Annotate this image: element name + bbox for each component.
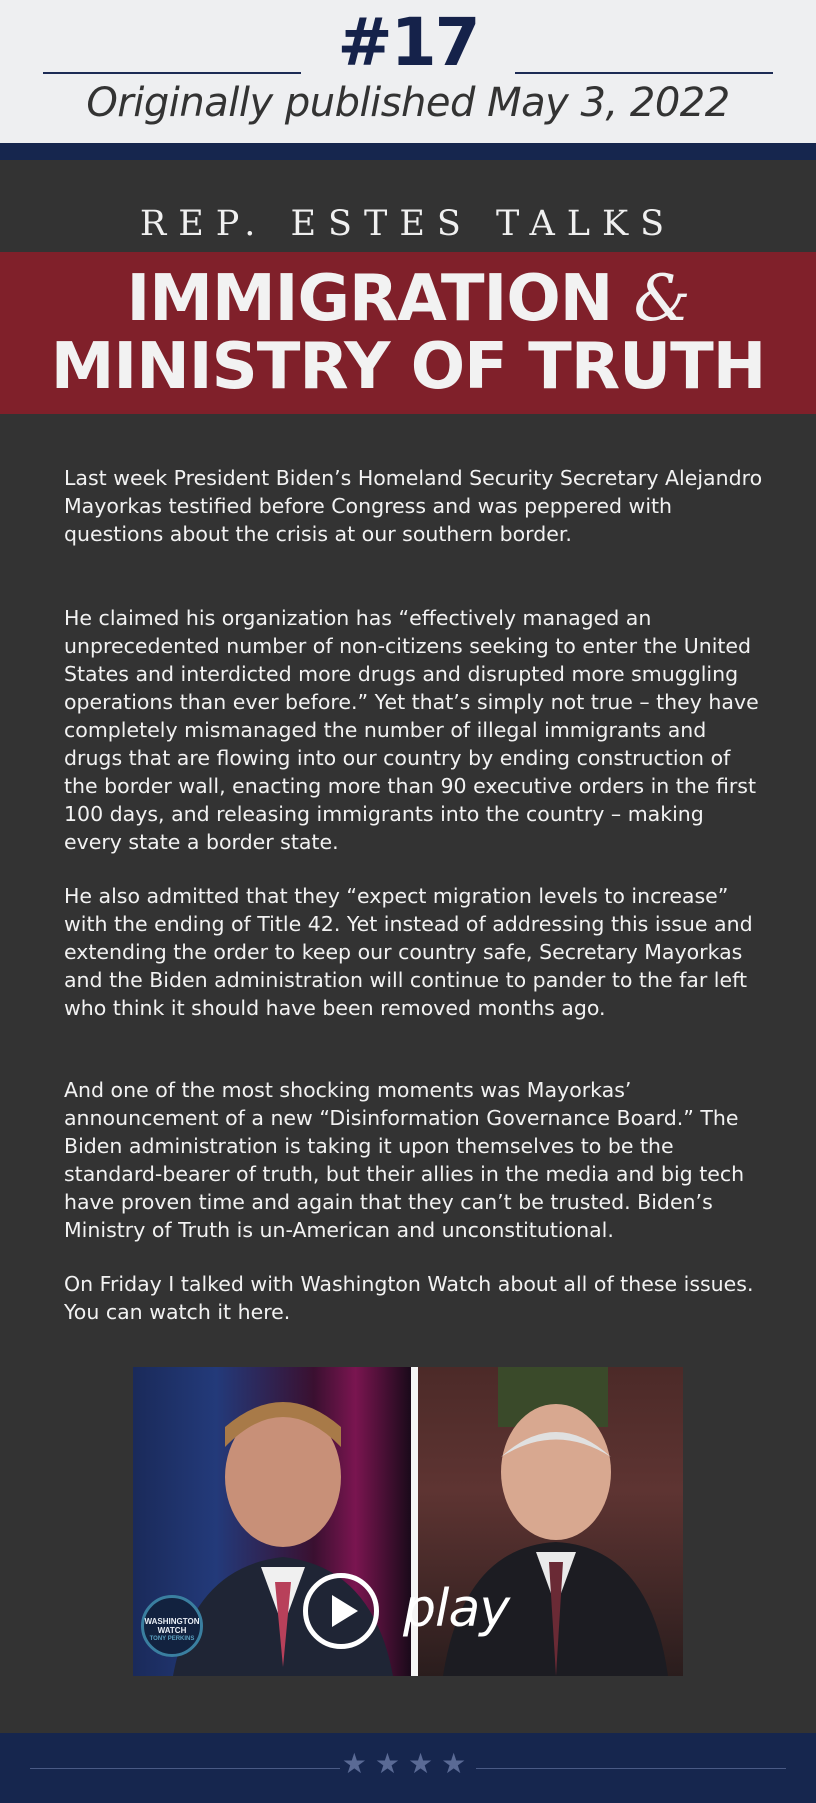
video-thumbnail[interactable] <box>133 1367 683 1676</box>
washington-watch-logo <box>141 1595 203 1657</box>
paragraph-3: He also admitted that they “expect migration levels to increase” with the ending of Title 42. Yet instead of addressing this issue and extending the order to keep our country safe, Secretary Mayorkas and the Biden administration will continue to pander to the far left who think it should have been removed months ago. <box>64 884 753 1020</box>
issue-number: #17 <box>337 4 479 81</box>
kicker: REP. ESTES TALKS <box>139 204 677 244</box>
play-triangle-icon <box>308 1578 374 1644</box>
star-icons: ★★★★ <box>341 1747 475 1780</box>
logo-line-2: WATCH <box>157 1626 187 1635</box>
headline-line-1 <box>0 262 816 336</box>
paragraph-5: On Friday I talked with Washington Watch about all of these issues. You can watch it here. <box>64 1272 754 1324</box>
headline-ampersand: & <box>633 262 690 336</box>
footer <box>0 1733 816 1803</box>
headline-banner <box>0 252 816 414</box>
header <box>0 0 816 143</box>
play-label[interactable]: play <box>403 1579 510 1639</box>
paragraph-2: He claimed his organization has “effectively managed an unprecedented number of non-citizens seeking to enter the United States and interdicted more drugs and disrupted more smuggling operations than ever before.” Yet that’s simply not true – they have completely mismanaged the number of illegal immigrants and drugs that are flowing into our country by ending construction of the border wall, enacting more than 90 executive orders in the first 100 days, and releasing immigrants into the country – making every state a border state. <box>64 606 759 854</box>
published-date: Originally published May 3, 2022 <box>86 80 730 126</box>
paragraph-1: Last week President Biden’s Homeland Security Secretary Alejandro Mayorkas testified before Congress and was peppered with questions about the crisis at our southern border. <box>64 466 763 546</box>
play-circle-icon[interactable] <box>303 1573 379 1649</box>
logo-line-3: TONY PERKINS <box>149 1636 195 1642</box>
paragraph-4: And one of the most shocking moments was Mayorkas’ announcement of a new “Disinformation Governance Board.” The Biden administration is taking it upon themselves to be the standard-bearer of truth, but their allies in the media and big tech have proven time and again that they can’t be trusted. Biden’s Ministry of Truth is un-American and unconstitutional. <box>64 1078 745 1242</box>
headline-word: IMMIGRATION <box>126 262 613 336</box>
headline-line-2: MINISTRY OF TRUTH <box>50 330 766 404</box>
navy-band <box>0 143 816 160</box>
logo-line-1: WASHINGTON <box>144 1617 200 1626</box>
